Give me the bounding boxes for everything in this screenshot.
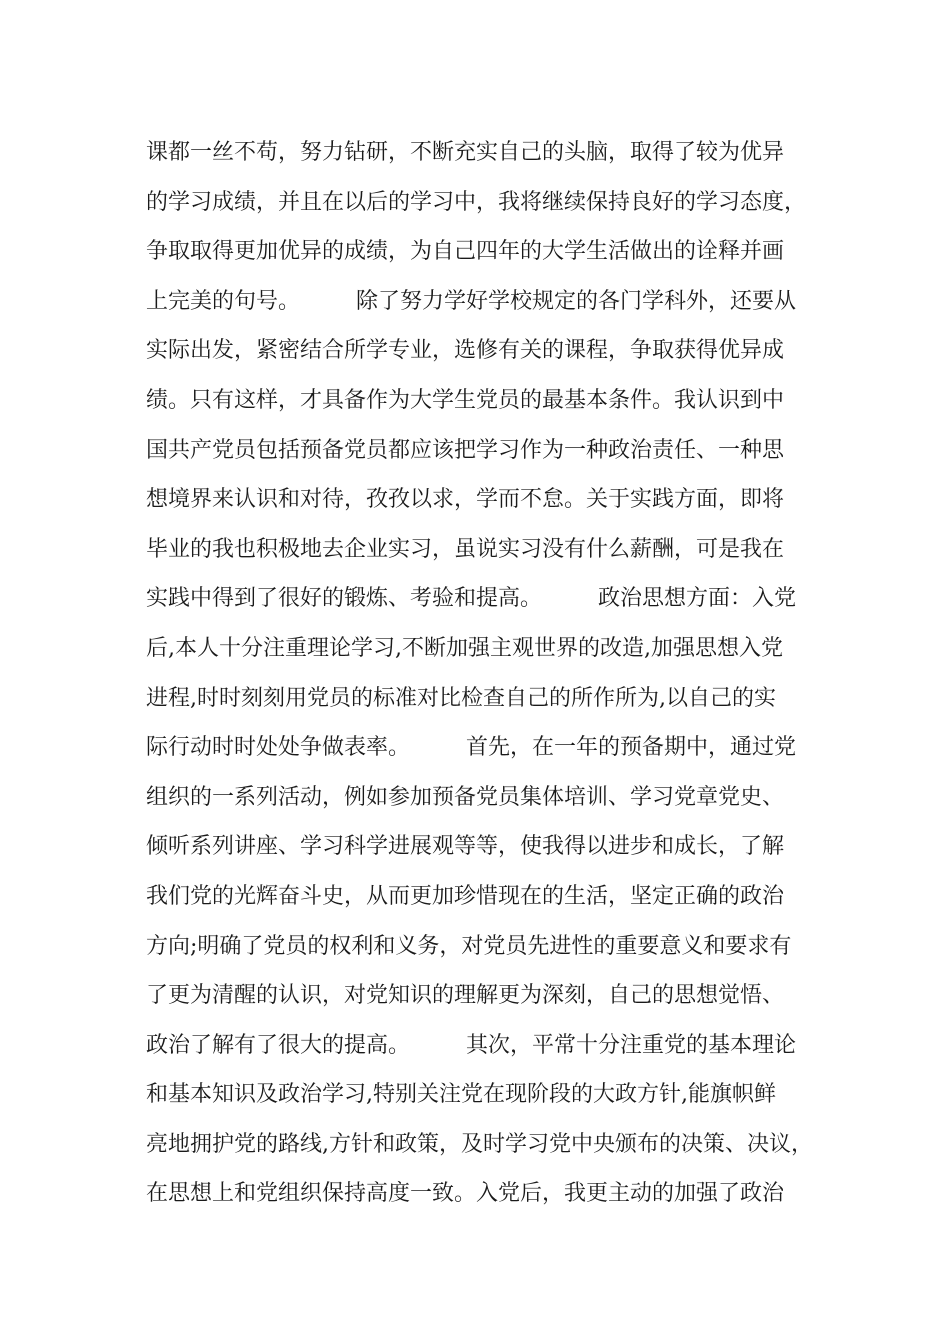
text-line: 组织的一系列活动，例如参加预备党员集体培训、学习党章党史、 [146,784,785,810]
text-line: 方向;明确了党员的权利和义务，对党员先进性的重要意义和要求有 [146,933,792,959]
text-line: 实践中得到了很好的锻炼、考验和提高。 政治思想方面：入党 [146,586,796,612]
text-line: 和基本知识及政治学习,特别关注党在现阶段的大政方针,能旗帜鲜 [146,1082,776,1108]
text-line: 后,本人十分注重理论学习,不断加强主观世界的改造,加强思想入党 [146,635,783,661]
text-line: 亮地拥护党的路线,方针和政策，及时学习党中央颁布的决策、决议， [146,1131,813,1157]
text-line: 际行动时时处处争做表率。 首先，在一年的预备期中，通过党 [146,735,796,761]
text-line: 想境界来认识和对待，孜孜以求，学而不怠。关于实践方面，即将 [146,487,785,513]
text-line: 在思想上和党组织保持高度一致。入党后，我更主动的加强了政治 [146,1181,785,1207]
text-line: 毕业的我也积极地去企业实习，虽说实习没有什么薪酬，可是我在 [146,536,785,562]
body-text [146,128,826,1219]
text-line: 倾听系列讲座、学习科学进展观等等，使我得以进步和成长，了解 [146,834,785,860]
text-line: 课都一丝不苟，努力钻研，不断充实自己的头脑，取得了较为优异 [146,140,785,165]
text-line: 实际出发，紧密结合所学专业，选修有关的课程，争取获得优异成 [146,338,785,364]
text-line: 国共产党员包括预备党员都应该把学习作为一种政治责任、一种思 [146,437,785,463]
text-line: 绩。只有这样，才具备作为大学生党员的最基本条件。我认识到中 [146,387,785,413]
text-line: 争取取得更加优异的成绩，为自己四年的大学生活做出的诠释并画 [146,239,785,265]
text-line: 政治了解有了很大的提高。 其次，平常十分注重党的基本理论 [146,1032,796,1058]
text-line: 我们党的光辉奋斗史，从而更加珍惜现在的生活，坚定正确的政治 [146,883,785,909]
text-line: 了更为清醒的认识，对党知识的理解更为深刻，自己的思想觉悟、 [146,983,785,1009]
text-line: 上完美的句号。 除了努力学好学校规定的各门学科外，还要从 [146,288,796,314]
text-line: 进程,时时刻刻用党员的标准对比检查自己的所作所为,以自己的实 [146,685,776,711]
text-line: 的学习成绩，并且在以后的学习中，我将继续保持良好的学习态度， [146,189,807,215]
